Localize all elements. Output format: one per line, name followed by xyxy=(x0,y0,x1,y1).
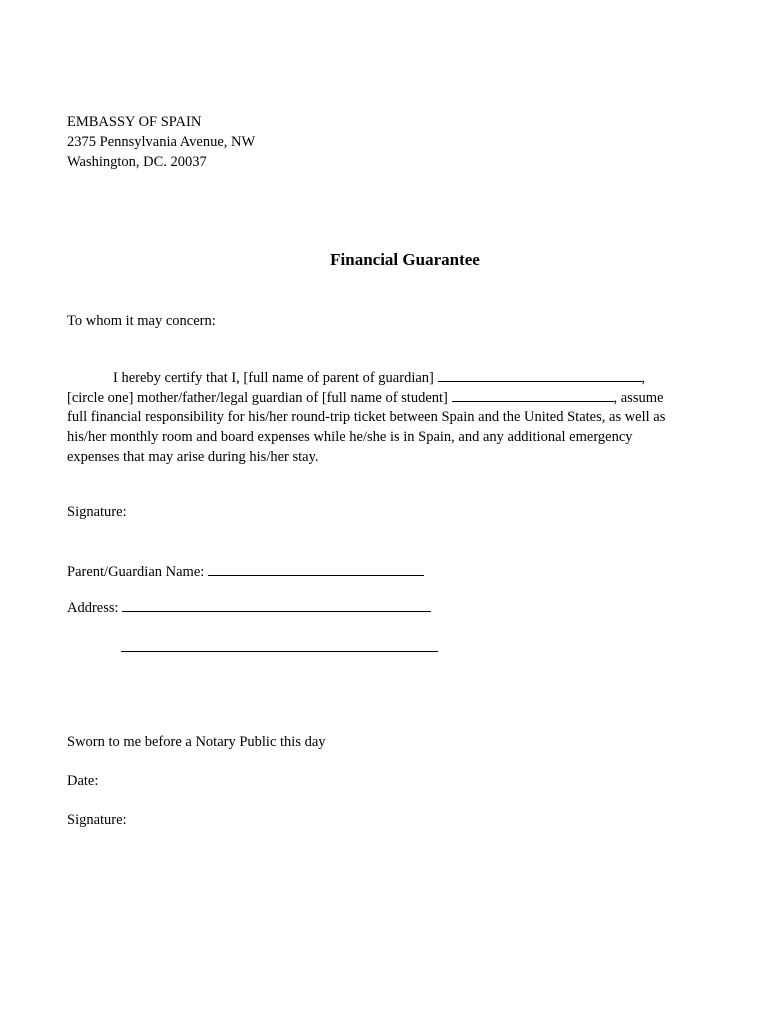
sworn-statement: Sworn to me before a Notary Public this day xyxy=(67,734,326,750)
embassy-city: Washington, DC. 20037 xyxy=(67,154,207,170)
date-label: Date: xyxy=(67,773,99,789)
address-field-line-2[interactable] xyxy=(121,651,438,652)
parent-name-blank[interactable] xyxy=(438,367,642,382)
parent-name-label: Parent/Guardian Name: xyxy=(67,564,205,580)
parent-name-field[interactable] xyxy=(208,561,424,576)
line2-end: , assume xyxy=(613,390,664,406)
address-label: Address: xyxy=(67,600,119,616)
paragraph-line-2 xyxy=(67,387,707,407)
paragraph-line-3: full financial responsibility for his/her round-trip ticket between Spain and the United States, as well as xyxy=(67,409,666,425)
address-row xyxy=(67,597,431,618)
address-field-line-1[interactable] xyxy=(122,597,431,612)
notary-signature-label: Signature: xyxy=(67,812,127,828)
student-name-blank[interactable] xyxy=(452,387,614,402)
embassy-street: 2375 Pennsylvania Avenue, NW xyxy=(67,134,256,150)
paragraph-line-1 xyxy=(67,367,707,387)
line1-end: , xyxy=(641,370,646,386)
student-name-prompt: [circle one] mother/father/legal guardian of [full name of student] xyxy=(67,390,448,406)
parent-name-row xyxy=(67,561,424,582)
embassy-name: EMBASSY OF SPAIN xyxy=(67,114,202,130)
guarantee-paragraph xyxy=(67,367,707,467)
document-title: Financial Guarantee xyxy=(330,250,480,269)
salutation: To whom it may concern: xyxy=(67,313,216,329)
parent-name-prompt: I hereby certify that I, [full name of parent of guardian] xyxy=(113,370,434,386)
paragraph-line-4: his/her monthly room and board expenses while he/she is in Spain, and any additional emergency xyxy=(67,429,633,445)
paragraph-line-5: expenses that may arise during his/her stay. xyxy=(67,449,319,465)
signature-label: Signature: xyxy=(67,504,127,520)
